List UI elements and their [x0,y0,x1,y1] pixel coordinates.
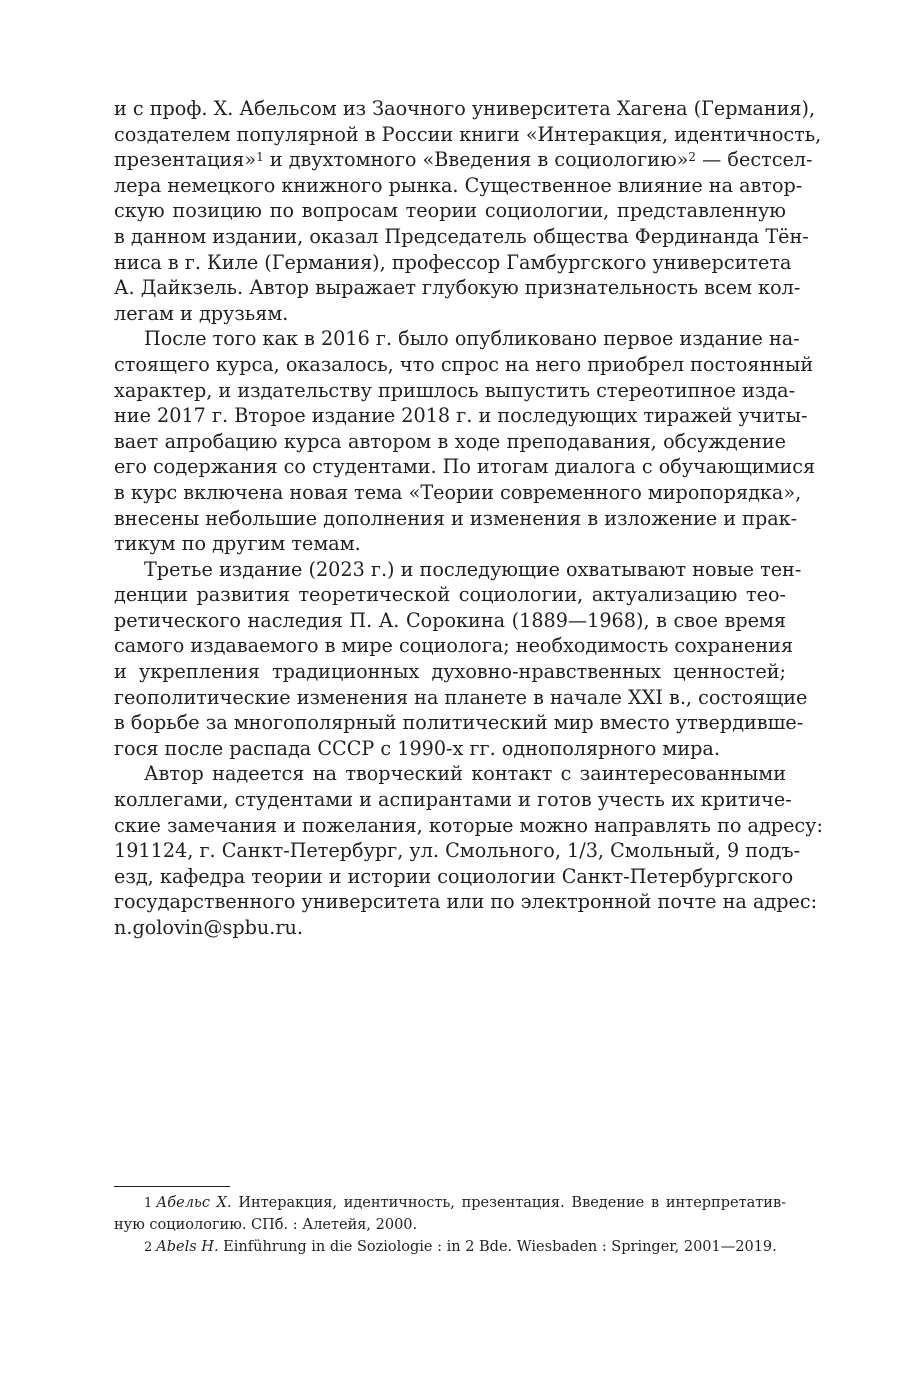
text-line: езд, кафедра теории и истории социологии Санкт-Петербургского [114,864,794,888]
footnote-separator [114,1186,230,1187]
footnote-text: Einführung in die Soziologie : in 2 Bde. Wiesbaden : Springer, 2001—2019. [218,1239,777,1255]
text-line: вает апробацию курса автором в ходе преподавания, обсуждение [114,429,786,453]
text-line: коллегами, студентами и аспирантами и готов учесть их критиче- [114,788,792,812]
text-fragment: презентация» [114,148,257,172]
text-line: ниса в г. Киле (Германия), профессор Гамбургского университета [114,250,792,274]
footnote-number: 1 [144,1196,153,1211]
text-line: гося после распада СССР с 1990-х гг. однополярного мира. [114,736,720,760]
text-line: характер, и издательству пришлось выпустить стереотипное изда- [114,378,796,402]
text-line: геополитические изменения на планете в начале XXI в., состоящие [114,685,808,709]
text-line: скую позицию по вопросам теории социологии, представленную [114,199,786,223]
text-line: и укрепления традиционных духовно-нравственных ценностей; [114,660,786,684]
text-line: стоящего курса, оказалось, что спрос на него приобрел постоянный [114,352,814,376]
text-line: ние 2017 г. Второе издание 2018 г. и последующих тиражей учиты- [114,404,808,428]
text-fragment: и двухтомного «Введения в социологию» [263,148,689,172]
text-line: в курс включена новая тема «Теории современного миропорядка», [114,480,802,504]
footnote-author: Abels H. [156,1239,219,1255]
paragraph-start: После того как в 2016 г. было опубликовано первое издание на- [144,327,800,351]
text-line: легам и друзьям. [114,301,289,325]
text-line: в борьбе за многополярный политический мир вместо утвердивше- [114,711,804,735]
text-line: денции развития теоретической социологии, актуализацию тео- [114,583,786,607]
text-line: внесены небольшие дополнения и изменения в изложение и прак- [114,506,798,530]
paragraph-start: Третье издание (2023 г.) и последующие охватывают новые тен- [144,557,802,581]
footnote-text: Интеракция, идентичность, презентация. Введение в интерпретатив- [231,1195,787,1211]
text-line: лера немецкого книжного рынка. Существенное влияние на автор- [114,173,803,197]
body-text [114,96,823,941]
text-line: самого издаваемого в мире социолога; необходимость сохранения [114,634,794,658]
text-line: его содержания со студентами. По итогам диалога с обучающимися [114,455,816,479]
text-line: ретического наследия П. А. Сорокина (1889—1968), в свое время [114,608,786,632]
footnote-author: Абельс Х. [156,1195,232,1211]
footnote-2 [114,1236,786,1258]
text-line: тикум по другим темам. [114,532,361,556]
text-line: А. Дайкзель. Автор выражает глубокую признательность всем кол- [114,276,801,300]
footnote-1 [114,1192,786,1214]
text-line-with-footnote-refs [114,147,813,173]
paragraph-start: Автор надеется на творческий контакт с заинтересованными [144,762,786,786]
text-line: 191124, г. Санкт-Петербург, ул. Смольного, 1/3, Смольный, 9 подъ- [114,839,801,863]
email-line: n.golovin@spbu.ru. [114,916,303,939]
footnotes [114,1192,786,1258]
footnote-1-continued: ную социологию. СПб. : Алетейя, 2000. [114,1217,418,1233]
text-line: и с проф. Х. Абельсом из Заочного университета Хагена (Германия), [114,97,816,120]
text-line: создателем популярной в России книги «Интеракция, идентичность, [114,122,822,146]
text-line: государственного университета или по электронной почте на адрес: [114,890,818,914]
footnote-ref-2: 2 [688,150,697,165]
text-line: в данном издании, оказал Председатель общества Фердинанда Тён- [114,224,809,248]
footnote-ref-1: 1 [256,150,264,165]
text-line: ские замечания и пожелания, которые можно направлять по адресу: [114,813,823,837]
footnote-number: 2 [144,1240,153,1255]
text-fragment: — бестсел- [696,148,813,172]
